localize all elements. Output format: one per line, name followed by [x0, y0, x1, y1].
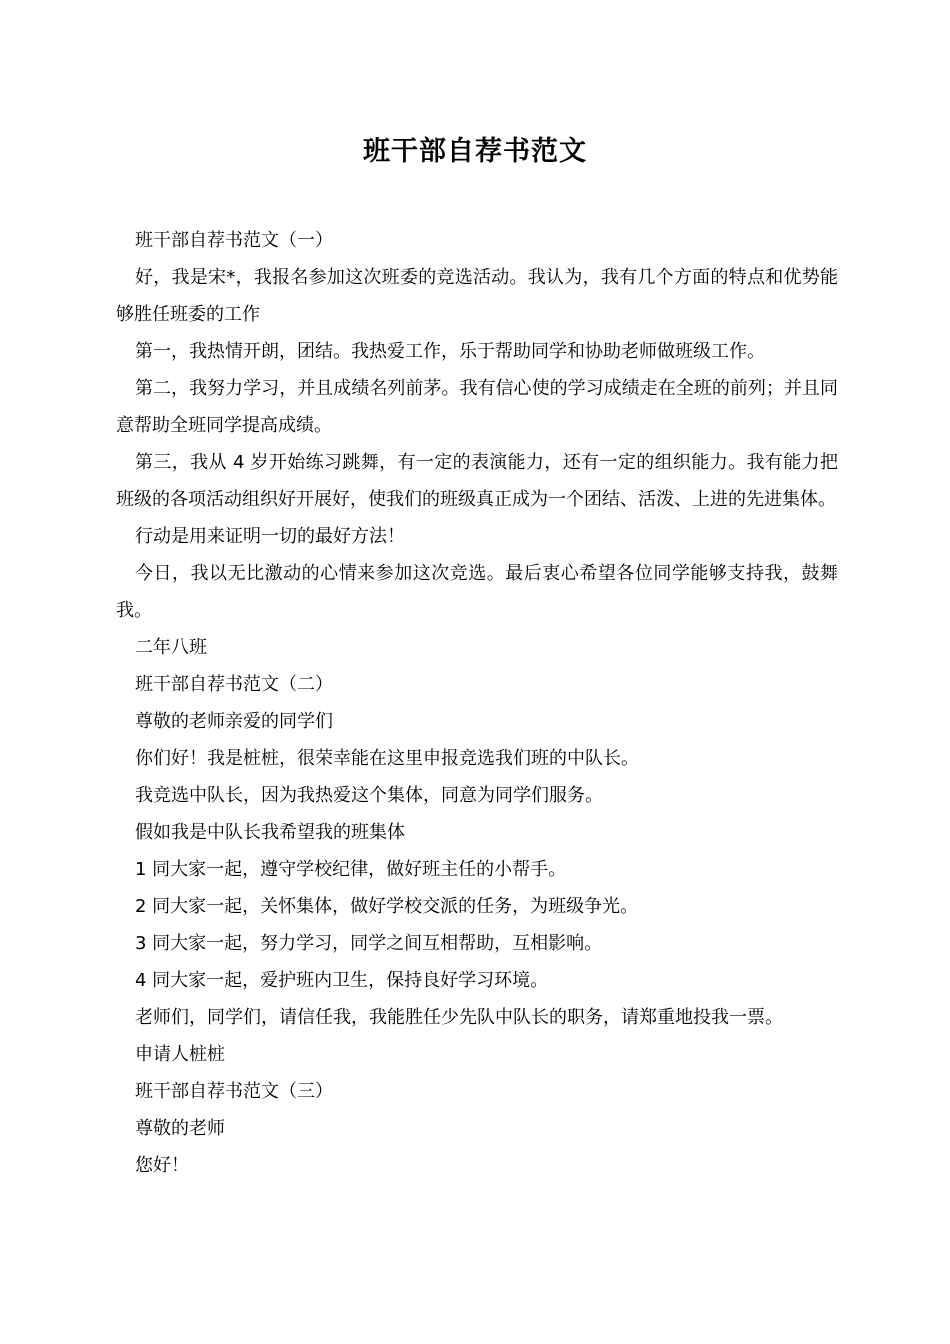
paragraph: 行动是用来证明一切的最好方法！	[135, 526, 405, 547]
paragraph: 好，我是宋*，我报名参加这次班委的竞选活动。我认为，我有几个方面的特点和优势能够胜任班委的工作	[116, 267, 838, 325]
paragraph: 第一，我热情开朗，团结。我热爱工作，乐于帮助同学和协助老师做班级工作。	[135, 341, 765, 362]
greeting: 您好！	[135, 1155, 189, 1176]
paragraph: 我竞选中队长，因为我热爱这个集体，同意为同学们服务。	[135, 785, 603, 806]
paragraph: 第三，我从 4 岁开始练习跳舞，有一定的表演能力，还有一定的组织能力。我有能力把班级的各项活动组织好开展好，使我们的班级真正成为一个团结、活泼、上进的先进集体。	[116, 452, 838, 510]
page-title: 班干部自荐书范文	[363, 136, 587, 167]
section-heading-1: 班干部自荐书范文（一）	[135, 230, 333, 251]
paragraph: 第二，我努力学习，并且成绩名列前茅。我有信心使的学习成绩走在全班的前列；并且同意帮助全班同学提高成绩。	[116, 378, 838, 436]
section-heading-2: 班干部自荐书范文（二）	[135, 674, 333, 695]
paragraph: 你们好！我是桩桩，很荣幸能在这里申报竞选我们班的中队长。	[135, 748, 639, 769]
signature-line: 二年八班	[135, 637, 207, 658]
paragraph: 今日，我以无比激动的心情来参加这次竞选。最后衷心希望各位同学能够支持我，鼓舞我。	[116, 563, 838, 621]
list-item: 1 同大家一起，遵守学校纪律，做好班主任的小帮手。	[135, 859, 567, 880]
salutation: 尊敬的老师亲爱的同学们	[135, 711, 333, 732]
list-item: 2 同大家一起，关怀集体，做好学校交派的任务，为班级争光。	[135, 896, 639, 917]
list-item: 4 同大家一起，爱护班内卫生，保持良好学习环境。	[135, 970, 549, 991]
section-heading-3: 班干部自荐书范文（三）	[135, 1081, 333, 1102]
paragraph: 假如我是中队长我希望我的班集体	[135, 822, 405, 843]
signature-line: 申请人桩桩	[135, 1044, 225, 1065]
paragraph: 老师们，同学们，请信任我，我能胜任少先队中队长的职务，请郑重地投我一票。	[135, 1007, 783, 1028]
document-body	[116, 222, 838, 1184]
salutation: 尊敬的老师	[135, 1118, 225, 1139]
list-item: 3 同大家一起，努力学习，同学之间互相帮助，互相影响。	[135, 933, 603, 954]
